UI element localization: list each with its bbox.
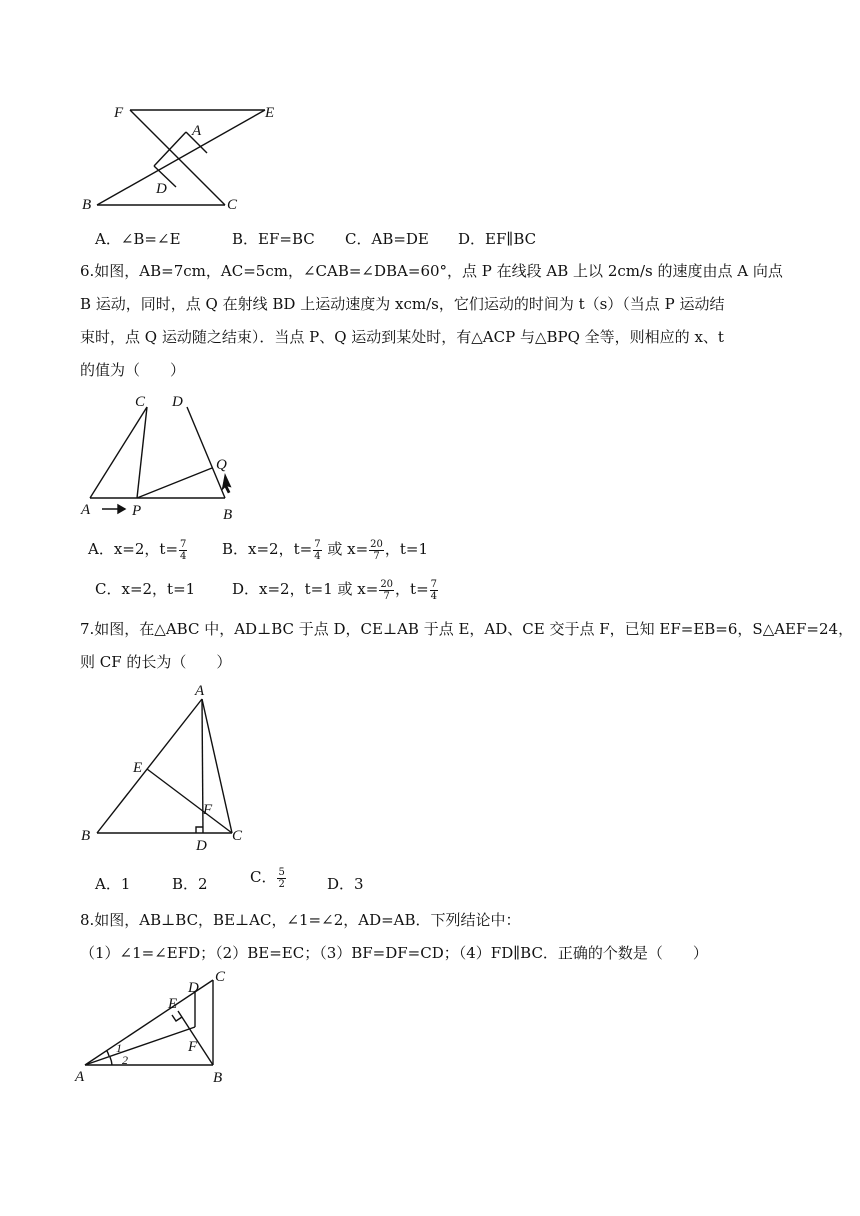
- q6-option-c-letter: C．: [95, 580, 122, 598]
- q8-line-1: 8.如图，AB⊥BC，BE⊥AC，∠1=∠2，AD=AB．下列结论中：: [80, 911, 521, 929]
- q5-option-a[interactable]: [95, 228, 181, 249]
- label-a: A: [192, 123, 202, 139]
- q6-option-d-mid: ，t=: [395, 580, 429, 598]
- label-b: B: [223, 507, 233, 523]
- denominator: 4: [314, 550, 321, 562]
- q6-figure: [75, 390, 245, 525]
- fraction: [379, 579, 394, 602]
- q8-figure: [70, 968, 240, 1088]
- numerator: 5: [278, 866, 285, 878]
- label-c: C: [232, 828, 243, 844]
- label-b: B: [81, 828, 91, 844]
- q6-option-d-pre: x=2，t=1 或 x=: [259, 580, 379, 598]
- q6-line-4: 的值为（ ）: [80, 361, 186, 379]
- q7-option-c-letter: C．: [250, 868, 277, 886]
- q6-option-a[interactable]: [88, 538, 188, 562]
- label-angle-1: 1: [116, 1041, 122, 1055]
- label-a: A: [75, 1069, 85, 1085]
- label-c: C: [227, 197, 238, 213]
- label-f: F: [203, 802, 213, 818]
- q6-option-b-post: ，t=1: [384, 540, 429, 558]
- q6-option-b-mid: 或 x=: [322, 540, 369, 558]
- q6-line-3: 束时，点 Q 运动随之结束）．当点 P、Q 运动到某处时，有△ACP 与△BPQ 全等，则相应的 x、t: [80, 328, 724, 346]
- label-p: P: [132, 503, 142, 519]
- q7-option-d[interactable]: [327, 873, 364, 894]
- q7-option-d-text: 3: [354, 875, 364, 893]
- segment-eb: [97, 110, 265, 205]
- q5-option-c[interactable]: [345, 228, 429, 249]
- fraction: [277, 867, 285, 890]
- label-q: Q: [216, 457, 227, 473]
- denominator: 7: [383, 590, 390, 602]
- q5-option-d-letter: D．: [458, 230, 486, 248]
- q7-line-1: 7.如图，在△ABC 中，AD⊥BC 于点 D，CE⊥AB 于点 E，AD、CE 交于点 F，已知 EF=EB=6，S△AEF=24，: [80, 620, 854, 638]
- label-a: A: [195, 683, 205, 699]
- q6-line-1: 6.如图，AB=7cm，AC=5cm，∠CAB=∠DBA=60°，点 P 在线段 AB 上以 2cm/s 的速度由点 A 向点: [80, 262, 783, 280]
- q5-option-a-text: ∠B=∠E: [120, 230, 181, 248]
- label-f: F: [188, 1039, 198, 1055]
- q5-option-b-text: EF=BC: [258, 230, 315, 248]
- denominator: 4: [430, 590, 438, 602]
- q6-option-c[interactable]: [95, 578, 195, 599]
- segment-pq: [137, 468, 212, 498]
- label-d: D: [156, 181, 167, 197]
- label-b: B: [82, 197, 92, 213]
- cursor-icon: [222, 474, 231, 493]
- label-c: C: [135, 394, 146, 410]
- numerator: 7: [314, 538, 321, 550]
- q5-option-c-text: AB=DE: [371, 230, 429, 248]
- numerator: 7: [180, 538, 187, 550]
- numerator: 20: [380, 578, 394, 590]
- denominator: 2: [278, 878, 285, 890]
- segment-ab: [97, 699, 202, 833]
- label-d: D: [188, 980, 199, 996]
- q7-line-2: 则 CF 的长为（ ）: [80, 653, 232, 671]
- angle-2-arc: [110, 1057, 112, 1065]
- q7-option-b-letter: B．: [172, 875, 199, 893]
- q7-option-a[interactable]: [95, 873, 130, 894]
- q6-option-a-letter: A．: [88, 540, 114, 558]
- q6-option-b-letter: B．: [222, 540, 249, 558]
- label-angle-2: 2: [122, 1053, 128, 1067]
- q5-option-a-letter: A．: [95, 230, 121, 248]
- q7-option-c[interactable]: [250, 866, 287, 890]
- q7-option-d-letter: D．: [327, 875, 355, 893]
- q5-figure: [70, 95, 300, 220]
- q5-option-d[interactable]: [458, 228, 536, 249]
- q5-option-b-letter: B．: [232, 230, 259, 248]
- fraction: [313, 539, 321, 562]
- label-d: D: [196, 838, 207, 854]
- denominator: 4: [180, 550, 187, 562]
- q6-option-c-text: x=2，t=1: [121, 580, 196, 598]
- angle-1-arc: [107, 1051, 109, 1056]
- q6-option-b-pre: x=2，t=: [248, 540, 313, 558]
- q6-option-b[interactable]: [222, 538, 428, 562]
- numerator: 20: [370, 538, 383, 550]
- q5-option-c-letter: C．: [345, 230, 372, 248]
- fraction: [369, 539, 384, 562]
- segment-bd: [187, 407, 225, 498]
- q5-option-b[interactable]: [232, 228, 315, 249]
- numerator: 7: [430, 578, 438, 590]
- label-e: E: [133, 760, 143, 776]
- q7-option-a-letter: A．: [95, 875, 121, 893]
- fraction: [179, 539, 187, 562]
- denominator: 7: [373, 550, 380, 562]
- q5-option-d-text: EF∥BC: [485, 230, 537, 248]
- right-angle-mark: [196, 827, 203, 833]
- motion-arrowhead: [118, 505, 125, 513]
- q6-option-d[interactable]: [232, 578, 439, 602]
- q7-figure: [75, 680, 255, 855]
- q7-option-b[interactable]: [172, 873, 208, 894]
- q7-option-b-text: 2: [198, 875, 208, 893]
- fraction: [430, 579, 438, 602]
- label-f: F: [114, 105, 124, 121]
- label-e: E: [168, 996, 178, 1012]
- label-a: A: [81, 502, 91, 518]
- q6-option-a-pre: x=2，t=: [113, 540, 179, 558]
- label-c: C: [215, 969, 226, 985]
- label-d: D: [172, 394, 183, 410]
- q6-line-2: B 运动，同时，点 Q 在射线 BD 上运动速度为 xcm/s，它们运动的时间为 t（s）（当点 P 运动结: [80, 295, 725, 313]
- segment-af: [85, 1027, 195, 1065]
- label-b: B: [213, 1070, 223, 1086]
- label-e: E: [265, 105, 275, 121]
- q7-option-a-text: 1: [120, 875, 131, 893]
- segment-fc: [130, 110, 225, 205]
- q6-option-d-letter: D．: [232, 580, 260, 598]
- q8-line-2: （1）∠1=∠EFD；（2）BE=EC；（3）BF=DF=CD；（4）FD∥BC．正确的个数是（ ）: [80, 944, 708, 962]
